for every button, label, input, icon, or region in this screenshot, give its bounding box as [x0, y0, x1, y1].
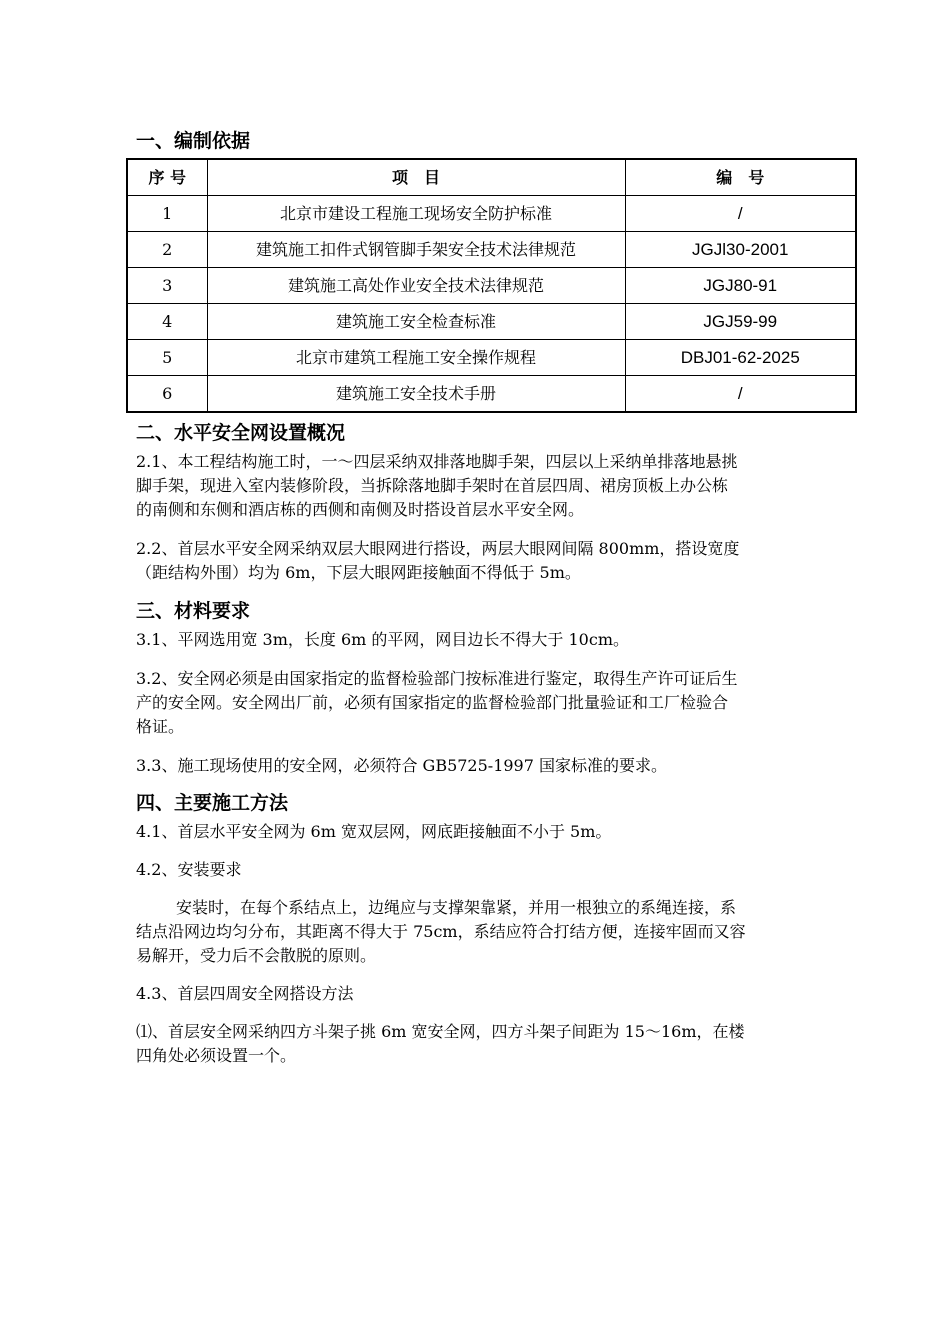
text-line: 易解开，受力后不会散脱的原则。 — [136, 946, 377, 965]
paragraph-2-1 — [136, 450, 858, 522]
cell-code: JGJl30-2001 — [625, 232, 856, 268]
cell-item: 建筑施工扣件式钢管脚手架安全技术法律规范 — [207, 232, 625, 268]
section-heading-overview: 二、水平安全网设置概况 — [136, 422, 346, 444]
table-row — [127, 196, 856, 232]
paragraph-4-1 — [136, 820, 858, 844]
cell-item: 建筑施工安全检查标准 — [207, 304, 625, 340]
cell-index: 2 — [127, 232, 207, 268]
text-line: 产的安全网。安全网出厂前，必须有国家指定的监督检验部门批量验证和工厂检验合 — [136, 693, 729, 712]
table-row — [127, 304, 856, 340]
text-line: ⑴、首层安全网采纳四方斗架子挑 6m 宽安全网，四方斗架子间距为 15～16m，在楼 — [136, 1022, 745, 1041]
cell-item: 建筑施工高处作业安全技术法律规范 — [207, 268, 625, 304]
paragraph-2-2 — [136, 537, 858, 585]
text-line: 4.2、安装要求 — [136, 860, 242, 879]
text-line: 4.1、首层水平安全网为 6m 宽双层网，网底距接触面不小于 5m。 — [136, 822, 612, 841]
paragraph-3-3 — [136, 754, 858, 778]
text-line: 结点沿网边均匀分布，其距离不得大于 75cm，系结应符合打结方便，连接牢固而又容 — [136, 922, 746, 941]
text-line: 格证。 — [136, 717, 185, 736]
table-row — [127, 340, 856, 376]
text-line: 四角处必须设置一个。 — [136, 1046, 297, 1065]
text-line: 安装时，在每个系结点上，边绳应与支撑架靠紧，并用一根独立的系绳连接，系 — [176, 898, 737, 917]
text-line: 2.1、本工程结构施工时，一～四层采纳双排落地脚手架，四层以上采纳单排落地悬挑 — [136, 452, 738, 471]
cell-index: 6 — [127, 376, 207, 413]
cell-item: 北京市建设工程施工现场安全防护标准 — [207, 196, 625, 232]
section-heading-methods: 四、主要施工方法 — [136, 792, 289, 814]
col-header-index: 序 号 — [127, 159, 207, 196]
cell-item: 建筑施工安全技术手册 — [207, 376, 625, 413]
cell-index: 4 — [127, 304, 207, 340]
paragraph-4-3-1 — [136, 1020, 858, 1068]
cell-code: JGJ80-91 — [625, 268, 856, 304]
table-header-row — [127, 159, 856, 196]
text-line: 3.2、安全网必须是由国家指定的监督检验部门按标准进行鉴定，取得生产许可证后生 — [136, 669, 738, 688]
cell-item: 北京市建筑工程施工安全操作规程 — [207, 340, 625, 376]
section-heading-basis: 一、编制依据 — [136, 130, 251, 152]
col-header-item: 项 目 — [207, 159, 625, 196]
text-line: 3.1、平网选用宽 3m，长度 6m 的平网，网目边长不得大于 10cm。 — [136, 630, 629, 649]
text-line: 的南侧和东侧和酒店栋的西侧和南侧及时搭设首层水平安全网。 — [136, 500, 585, 519]
cell-code: JGJ59-99 — [625, 304, 856, 340]
paragraph-install-requirements — [136, 896, 858, 968]
table-row — [127, 268, 856, 304]
cell-index: 5 — [127, 340, 207, 376]
text-line: （距结构外围）均为 6m，下层大眼网距接触面不得低于 5m。 — [136, 563, 581, 582]
section-heading-materials: 三、材料要求 — [136, 600, 251, 622]
paragraph-3-2 — [136, 667, 858, 739]
text-line: 2.2、首层水平安全网采纳双层大眼网进行搭设，两层大眼网间隔 800mm，搭设宽度 — [136, 539, 740, 558]
cell-index: 3 — [127, 268, 207, 304]
cell-code: / — [625, 196, 856, 232]
col-header-code: 编 号 — [625, 159, 856, 196]
cell-index: 1 — [127, 196, 207, 232]
cell-code: / — [625, 376, 856, 413]
paragraph-3-1 — [136, 628, 858, 652]
table-row — [127, 376, 856, 413]
text-line: 3.3、施工现场使用的安全网，必须符合 GB5725-1997 国家标准的要求。 — [136, 756, 668, 775]
table-row — [127, 232, 856, 268]
text-line: 4.3、首层四周安全网搭设方法 — [136, 984, 354, 1003]
cell-code: DBJ01-62-2025 — [625, 340, 856, 376]
paragraph-4-3 — [136, 982, 858, 1006]
paragraph-4-2 — [136, 858, 858, 882]
text-line: 脚手架，现进入室内装修阶段，当拆除落地脚手架时在首层四周、裙房顶板上办公栋 — [136, 476, 729, 495]
basis-table — [126, 158, 857, 413]
